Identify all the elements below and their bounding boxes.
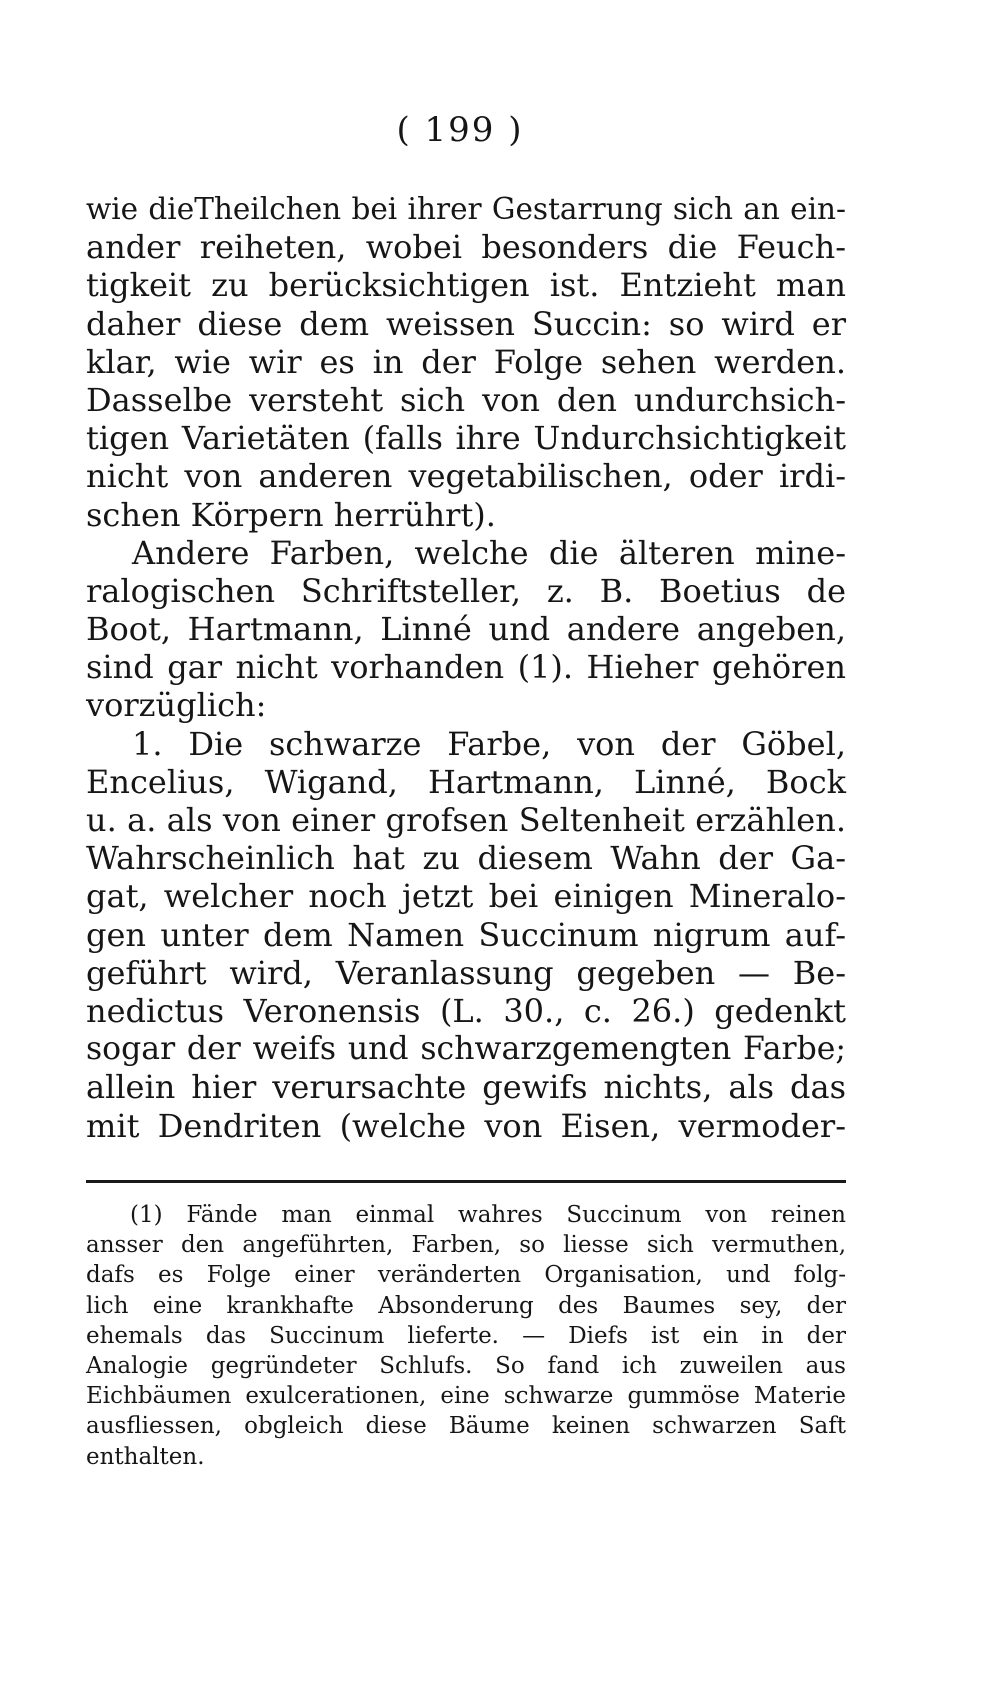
text-line: daher diese dem weissen Succin: so wird er (86, 304, 846, 343)
text-line: 1. Die schwarze Farbe, von der Göbel, (132, 724, 846, 763)
text-line: nicht von anderen vegetabilischen, oder irdi- (86, 457, 846, 496)
footnote-line: ehemals das Succinum lieferte. — Diefs ist ein in der (86, 1322, 846, 1349)
text-line: gat, welcher noch jetzt bei einigen Mineralo- (86, 877, 846, 916)
footnote-line: ansser den angeführten, Farben, so liesse sich vermuthen, (86, 1232, 846, 1259)
text-line: Encelius, Wigand, Hartmann, Linné, Bock (86, 762, 846, 801)
text-line: mit Dendriten (welche von Eisen, vermoder- (86, 1106, 846, 1145)
footnote-line: enthalten. (86, 1443, 205, 1470)
text-line: ralogischen Schriftsteller, z. B. Boetius de (86, 571, 846, 610)
text-line: Boot, Hartmann, Linné und andere angeben, (86, 610, 846, 649)
text-line: gen unter dem Namen Succinum nigrum auf- (86, 915, 846, 954)
footnote-line: Eichbäumen exulcerationen, eine schwarze gummöse Materie (86, 1383, 846, 1410)
text-line: schen Körpern herrührt). (86, 495, 496, 534)
text-line: u. a. als von einer grofsen Seltenheit erzählen. (86, 801, 846, 839)
main-text (86, 190, 846, 1145)
footnote-line: Analogie gegründeter Schlufs. So fand ich zuweilen aus (86, 1352, 846, 1379)
footnote-line: dafs es Folge einer veränderten Organisation, und folg- (86, 1262, 846, 1289)
text-line: klar, wie wir es in der Folge sehen werden. (86, 342, 846, 381)
text-line: Dasselbe versteht sich von den undurchsich- (86, 380, 846, 419)
text-line: sind gar nicht vorhanden (1). Hieher gehören (86, 648, 846, 687)
text-line: geführt wird, Veranlassung gegeben — Be- (86, 953, 846, 992)
footnote-rule (86, 1180, 846, 1183)
text-line: sogar der weifs und schwarzgemengten Farbe; (86, 1031, 846, 1068)
text-line: nedictus Veronensis (L. 30., c. 26.) gedenkt (86, 991, 846, 1030)
text-line: Wahrscheinlich hat zu diesem Wahn der Ga- (86, 839, 846, 878)
footnote-line: ausfliessen, obgleich diese Bäume keinen schwarzen Saft (86, 1413, 846, 1440)
text-line: wie dieTheilchen bei ihrer Gestarrung sich an ein- (86, 192, 846, 226)
text-line: tigen Varietäten (falls ihre Undurchsichtigkeit (86, 419, 846, 458)
footnote-line: (1) Fände man einmal wahres Succinum von reinen (130, 1202, 846, 1228)
page-number: ( 199 ) (396, 110, 524, 150)
text-line: ander reiheten, wobei besonders die Feuch- (86, 228, 846, 267)
text-line: tigkeit zu berücksichtigen ist. Entzieht man (86, 266, 846, 305)
footnote-line: lich eine krankhafte Absonderung des Baumes sey, der (86, 1292, 846, 1319)
text-line: Andere Farben, welche die älteren mine- (132, 533, 846, 572)
text-line: allein hier verursachte gewifs nichts, als das (86, 1068, 846, 1107)
footnote (86, 1200, 846, 1472)
text-line: vorzüglich: (86, 686, 267, 725)
